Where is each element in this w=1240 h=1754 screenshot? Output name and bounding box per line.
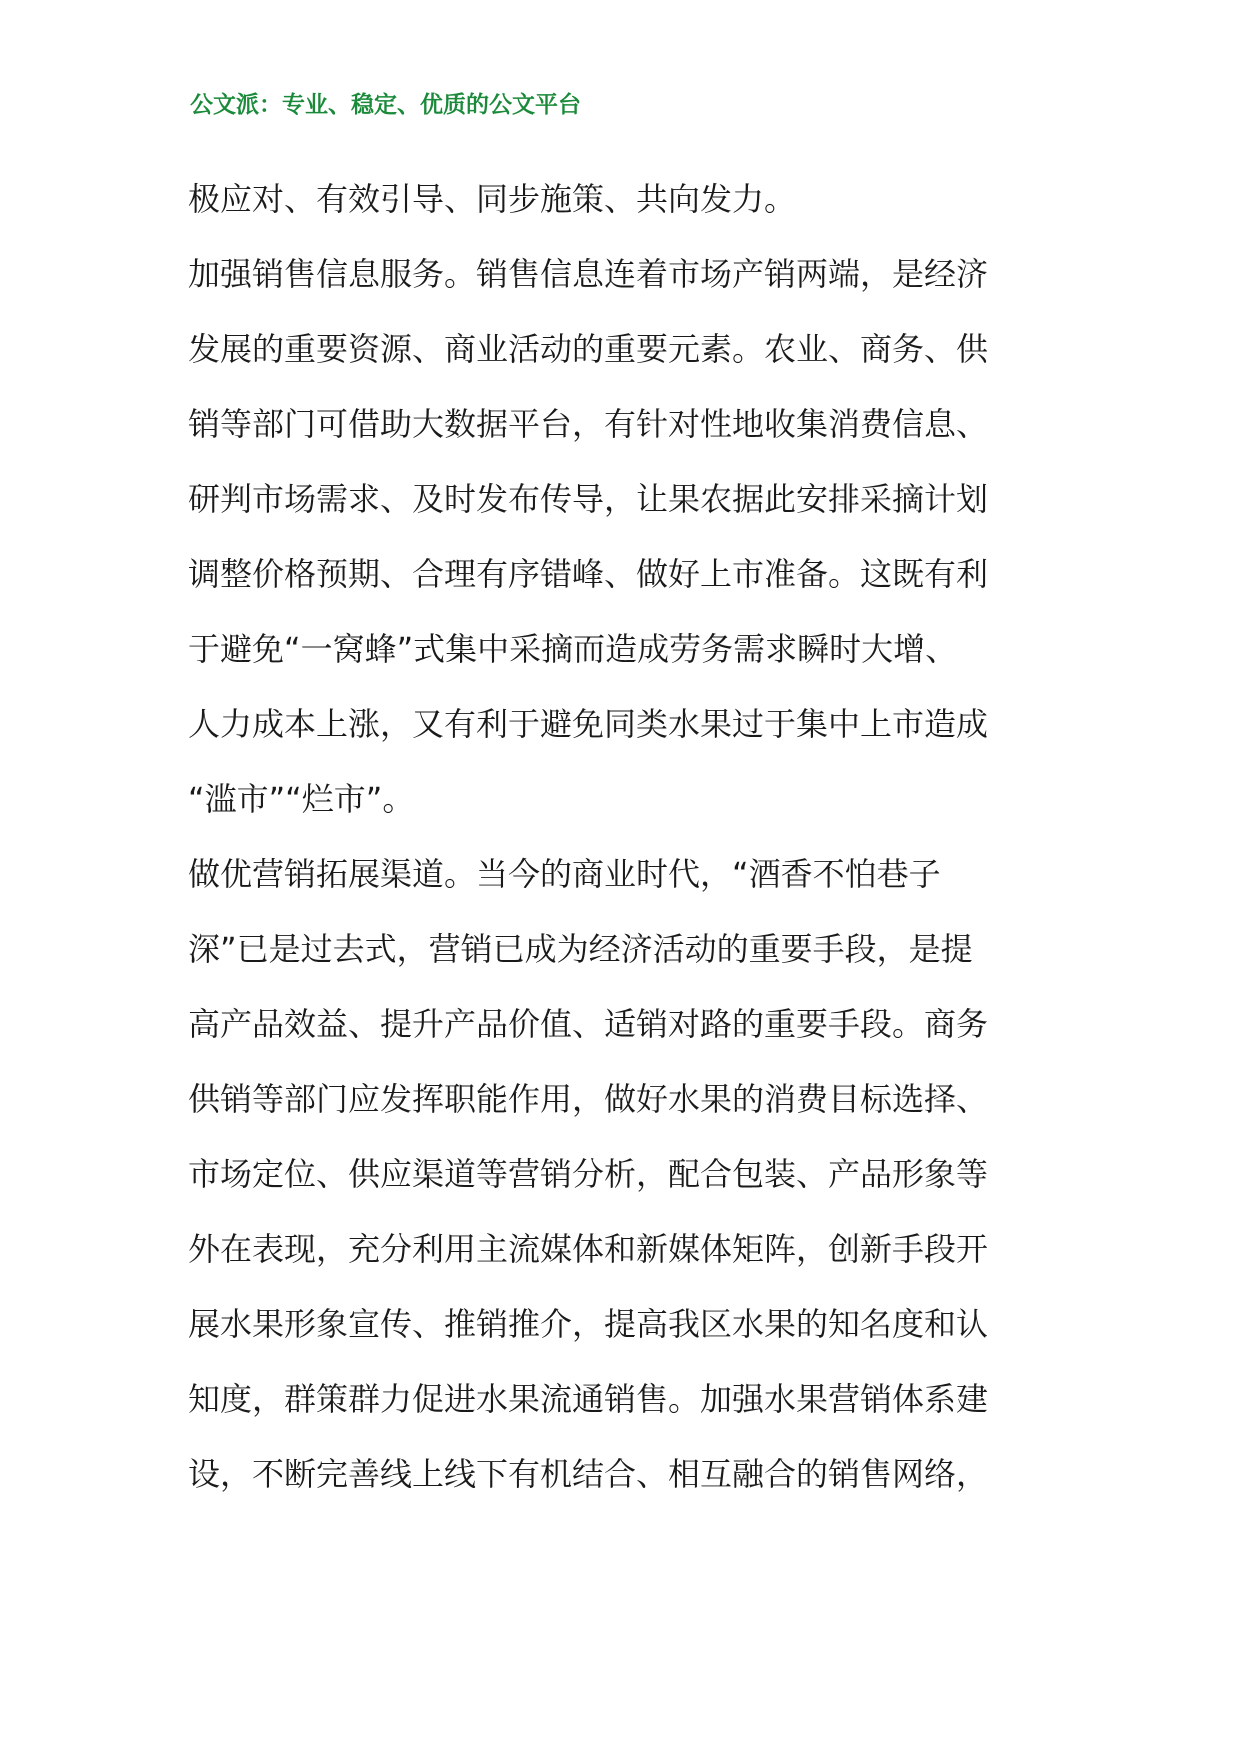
text-line: 于避免“一窝蜂”式集中采摘而造成劳务需求瞬时大增、 (188, 630, 958, 668)
text-line: 市场定位、供应渠道等营销分析，配合包装、产品形象等 (188, 1155, 989, 1193)
text-line: 展水果形象宣传、推销推介，提高我区水果的知名度和认 (188, 1305, 989, 1343)
document-body (188, 162, 1068, 1512)
paragraph (188, 162, 1068, 237)
text-line: 销等部门可借助大数据平台，有针对性地收集消费信息、 (188, 405, 989, 443)
document-header: 公文派：专业、稳定、优质的公文平台 (190, 92, 581, 118)
text-line: 供销等部门应发挥职能作用，做好水果的消费目标选择、 (188, 1080, 989, 1118)
text-line: 外在表现，充分利用主流媒体和新媒体矩阵，创新手段开 (188, 1230, 989, 1268)
text-line: 高产品效益、提升产品价值、适销对路的重要手段。商务 (188, 1005, 989, 1043)
paragraph (188, 237, 1068, 837)
text-line: “滥市”“烂市”。 (188, 780, 415, 818)
text-line: 发展的重要资源、商业活动的重要元素。农业、商务、供 (188, 330, 989, 368)
text-line: 做优营销拓展渠道。当今的商业时代，“酒香不怕巷子 (188, 855, 941, 893)
text-line: 设，不断完善线上线下有机结合、相互融合的销售网络， (188, 1455, 989, 1493)
text-line: 研判市场需求、及时发布传导，让果农据此安排采摘计划 (188, 480, 989, 518)
text-line: 深”已是过去式，营销已成为经济活动的重要手段，是提 (188, 930, 973, 968)
paragraph (188, 837, 1068, 1512)
text-line: 人力成本上涨，又有利于避免同类水果过于集中上市造成 (188, 705, 989, 743)
text-line: 加强销售信息服务。销售信息连着市场产销两端，是经济 (188, 255, 989, 293)
text-line: 调整价格预期、合理有序错峰、做好上市准备。这既有利 (188, 555, 989, 593)
text-line: 知度，群策群力促进水果流通销售。加强水果营销体系建 (188, 1380, 989, 1418)
text-line: 极应对、有效引导、同步施策、共向发力。 (188, 180, 797, 218)
